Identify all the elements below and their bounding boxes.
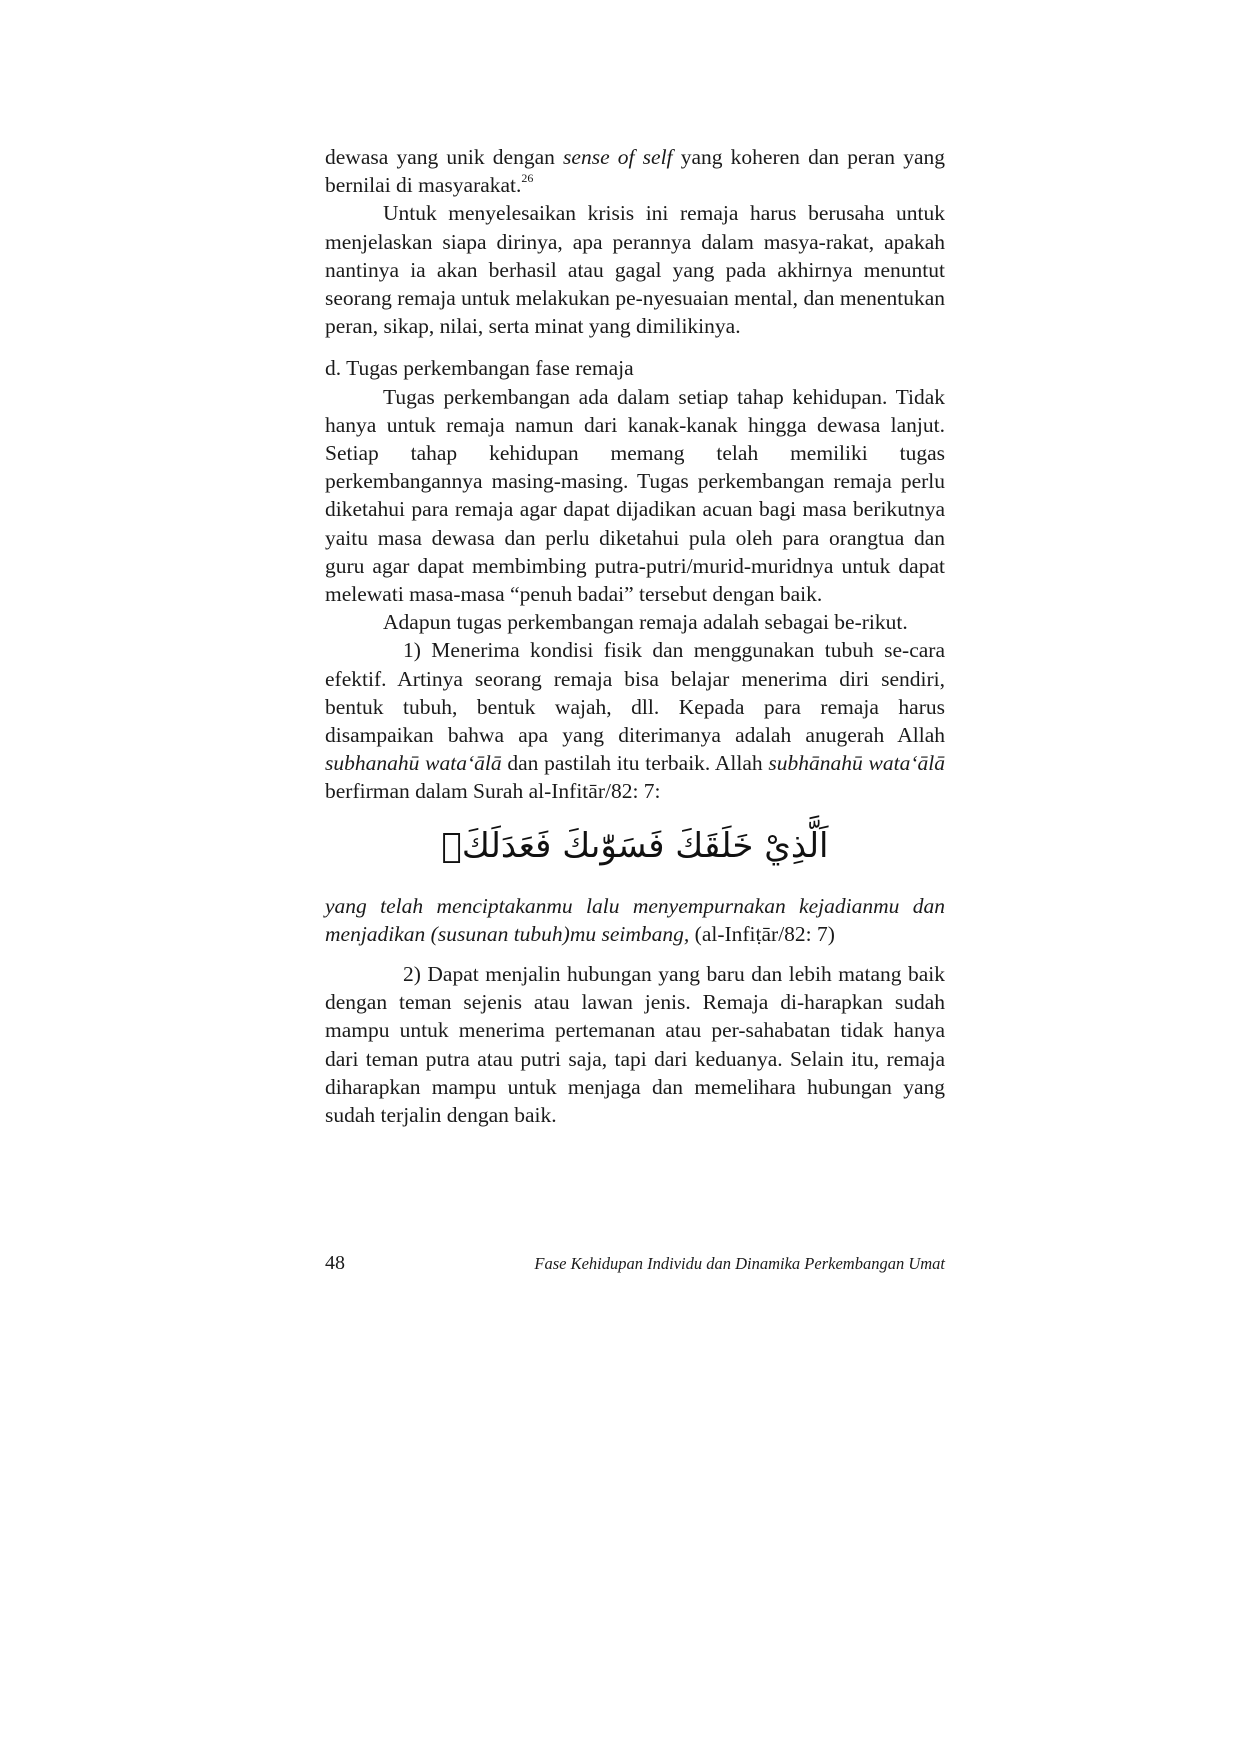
page-body (325, 143, 945, 1129)
paragraph-list-intro: Adapun tugas perkembangan remaja adalah sebagai be-rikut. (383, 610, 908, 635)
page-footer (325, 1252, 945, 1282)
italic-term: sense of self (563, 145, 673, 169)
running-title: Fase Kehidupan Individu dan Dinamika Perkembangan Umat (534, 1254, 945, 1273)
translation-text: yang telah menciptakanmu lalu menyempurnakan kejadianmu dan menjadikan (susunan tubuh)mu seimbang, (325, 893, 945, 946)
list-item-2: 2) Dapat menjalin hubungan yang baru dan lebih matang baik dengan teman sejenis atau lawan jenis. Remaja di-harapkan sudah mampu untuk menerima pertemanan atau per-sahabatan tidak hanya dari teman putra atau putri saja, tapi dari keduanya. Selain itu, remaja diharapkan mampu untuk menjaga dan memelihara hubungan yang sudah terjalin dengan baik. (325, 962, 945, 1128)
text-run: 1) Menerima kondisi fisik dan menggunakan tubuh se-cara efektif. Artinya seorang remaja bisa belajar menerima diri sendiri, bentuk tubuh, bentuk wajah, dll. Kepada para remaja harus disampaikan bahwa apa yang diterimanya adalah anugerah Allah (325, 638, 945, 748)
text-run: dewasa yang unik dengan (325, 145, 564, 169)
text-run: berfirman dalam Surah al-Infitār/82: 7: (325, 779, 661, 804)
verse-citation: (al-Infiṭār/82: 7) (689, 921, 835, 946)
italic-term: subhanahū wata‘ālā (325, 751, 502, 776)
verse-translation (325, 892, 945, 948)
text-run: dan pastilah itu terbaik. Allah (501, 751, 769, 776)
quran-verse-arabic: اَلَّذِيْ خَلَقَكَ فَسَوّٰىكَ فَعَدَلَكَۙ (441, 825, 829, 866)
list-item-1 (325, 636, 945, 805)
italic-term: subhānahū wata‘ālā (768, 751, 945, 776)
page-number: 48 (325, 1252, 345, 1274)
paragraph-continuation (325, 143, 945, 199)
footnote-reference[interactable]: 26 (521, 171, 534, 186)
paragraph-crisis: Untuk menyelesaikan krisis ini remaja harus berusaha untuk menjelaskan siapa dirinya, apa perannya dalam masya-rakat, apakah nantinya ia akan berhasil atau gagal yang pada akhirnya menuntut seorang remaja untuk melakukan pe-nyesuaian mental, dan menentukan peran, sikap, nilai, serta minat yang dimilikinya. (325, 201, 945, 339)
text-run: yang koheren dan peran yang bernilai di masyarakat. (325, 145, 945, 198)
paragraph-developmental-tasks: Tugas perkembangan ada dalam setiap tahap kehidupan. Tidak hanya untuk remaja namun dari kanak-kanak hingga dewasa lanjut. Setiap tahap kehidupan memang telah memiliki tugas perkembangannya masing-masing. Tugas perkembangan remaja perlu diketahui para remaja agar dapat dijadikan acuan bagi masa berikutnya yaitu masa dewasa dan perlu diketahui pula oleh para orangtua dan guru agar dapat membimbing putra-putri/murid-muridnya untuk dapat melewati masa-masa “penuh badai” tersebut dengan baik. (325, 384, 945, 607)
section-heading: d. Tugas perkembangan fase remaja (325, 356, 634, 381)
